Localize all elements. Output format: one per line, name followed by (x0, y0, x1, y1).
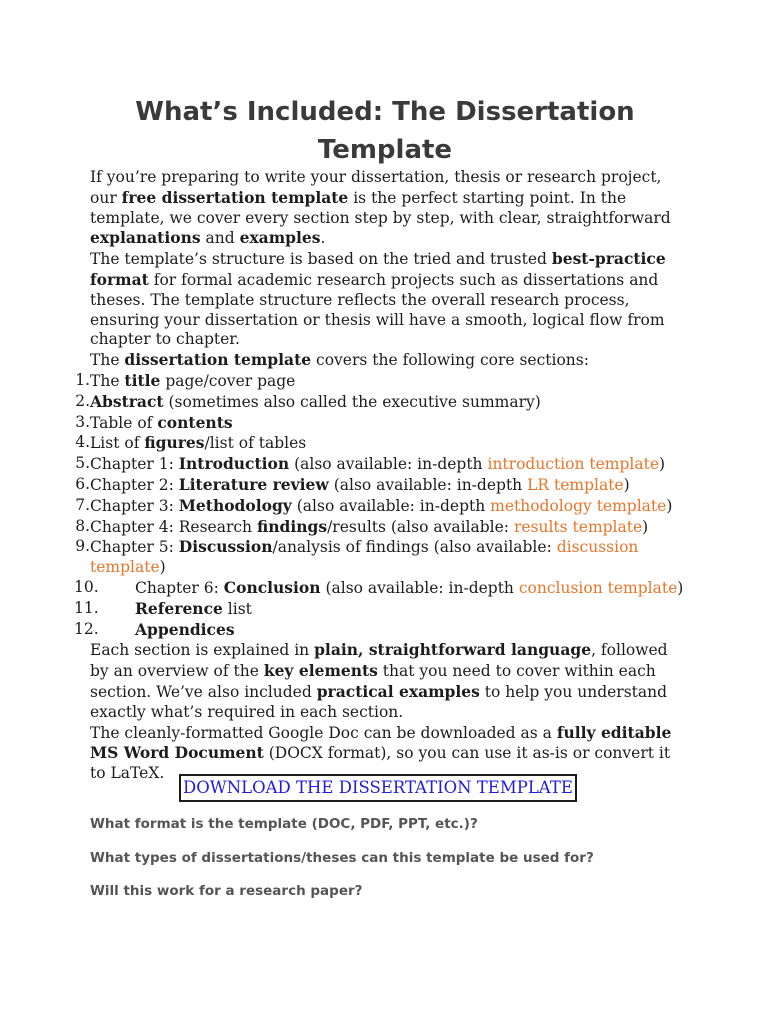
intro-paragraph-1: If you’re preparing to write your dissertation, thesis or research project, our free dissertation template is the perfect starting point. In the template, we cover every section step by step, with clear, straightforward explanations and examples. (90, 168, 671, 248)
list-item: 12. Appendices (74, 619, 235, 639)
methodology-template-link[interactable]: methodology template (490, 496, 667, 515)
list-item: 3. Table of contents (75, 412, 233, 432)
page-title: What’s Included: The Dissertation Template (135, 97, 635, 165)
list-item: 2. Abstract (sometimes also called the executive summary) (75, 391, 541, 411)
download-template-button[interactable]: DOWNLOAD THE DISSERTATION TEMPLATE (179, 774, 577, 802)
list-item: 8. Chapter 4: Research findings/results (also available: results template) (75, 516, 649, 536)
list-item: 9. Chapter 5: Discussion/analysis of findings (also available: discussion template) (75, 537, 639, 577)
list-item: 4. List of figures/list of tables (75, 433, 307, 453)
list-item: 6. Chapter 2: Literature review (also available: in-depth LR template) (75, 474, 630, 494)
faq-question-research-paper[interactable]: Will this work for a research paper? (90, 883, 363, 899)
article-body (74, 168, 690, 784)
conclusion-template-link[interactable]: conclusion template (518, 578, 678, 597)
results-template-link[interactable]: results template (513, 517, 643, 536)
list-item: 1. The title page/cover page (75, 370, 296, 390)
outro-paragraph-2: The cleanly-formatted Google Doc can be downloaded as a fully editable MS Word Document (DOCX format), so you can use it as-is or convert it to LaTeX. (90, 722, 672, 783)
download-container (179, 774, 577, 802)
list-item: 11. Reference list (74, 598, 252, 618)
faq-question-types[interactable]: What types of dissertations/theses can this template be used for? (90, 850, 594, 866)
lr-template-link[interactable]: LR template (527, 475, 624, 494)
introduction-template-link[interactable]: introduction template (487, 455, 660, 474)
list-item: 10. Chapter 6: Conclusion (also available: in-depth conclusion template) (74, 577, 684, 597)
sections-list (74, 370, 690, 640)
list-item: 5. Chapter 1: Introduction (also available: in-depth introduction template) (75, 454, 666, 474)
faq-question-format[interactable]: What format is the template (DOC, PDF, PPT, etc.)? (90, 816, 478, 832)
intro-paragraph-2: The template’s structure is based on the tried and trusted best-practice format for formal academic research projects such as dissertations and theses. The template structure reflects the overall research process, ensuring your dissertation or thesis will have a smooth, logical flow from chapter to chapter. (90, 249, 666, 349)
intro-paragraph-3: The dissertation template covers the following core sections: (90, 350, 589, 370)
discussion-template-link[interactable]: discussion template (90, 538, 639, 577)
outro-paragraph-1: Each section is explained in plain, straightforward language, followed by an overview of the key elements that you need to cover within each section. We’ve also included practical examples to help you understand exactly what’s required in each section. (90, 640, 668, 721)
list-item: 7. Chapter 3: Methodology (also available: in-depth methodology template) (75, 495, 673, 515)
